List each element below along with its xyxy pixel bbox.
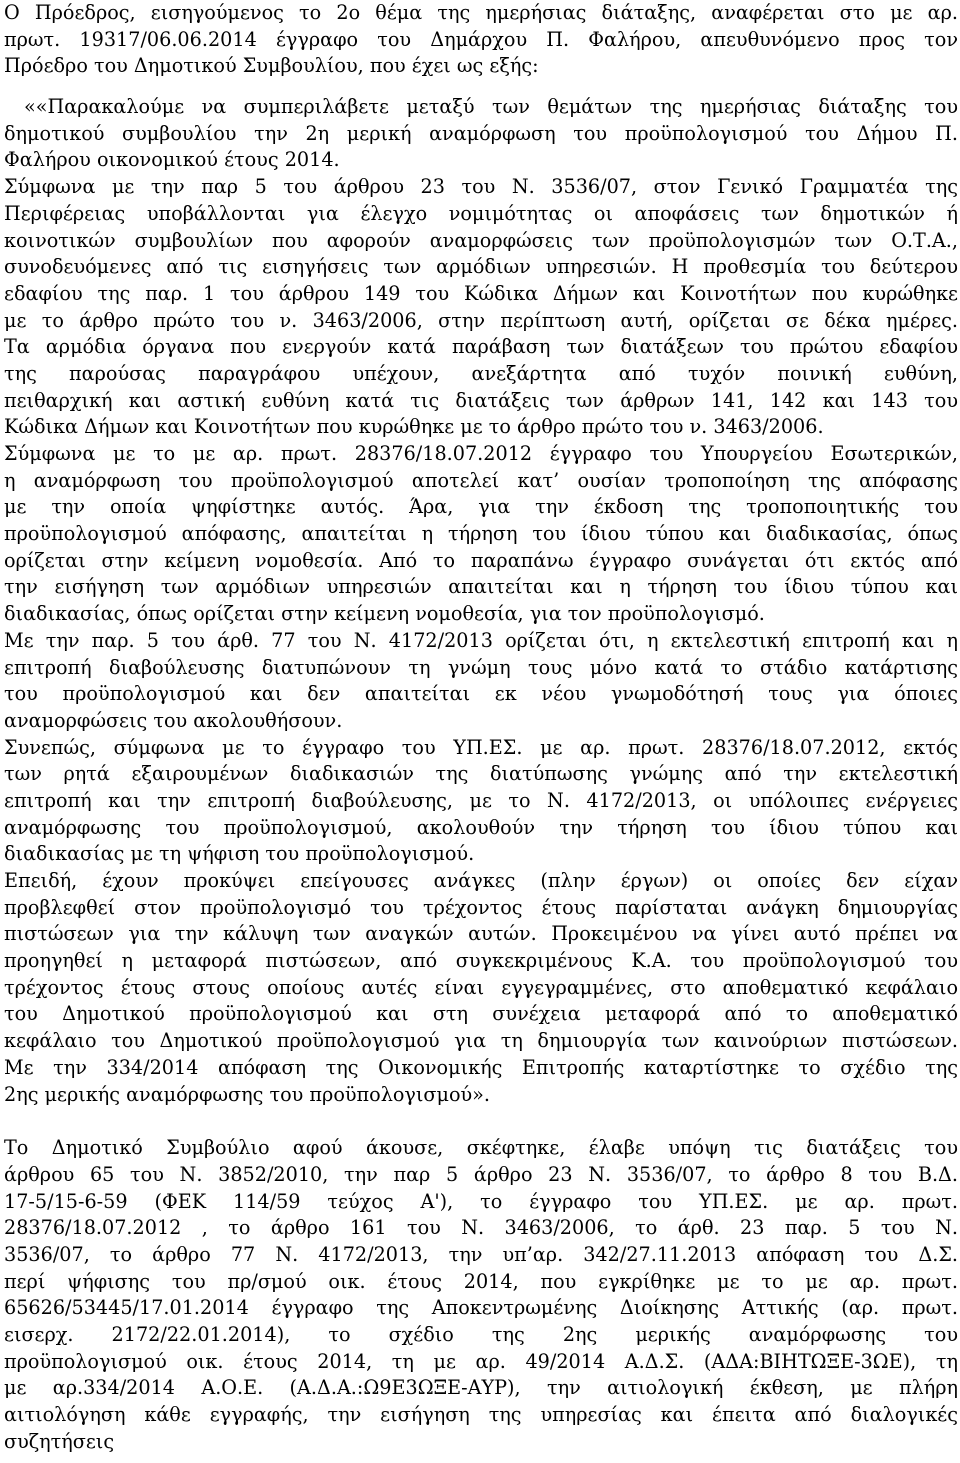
text-line: Σύμφωνα με την παρ 5 του άρθρου 23 του Ν. 3536/07, στον Γενικό Γραμματέα της: [4, 175, 958, 199]
text-line: Το Δημοτικό Συμβούλιο αφού άκουσε, σκέφτηκε, έλαβε υπόψη τις διατάξεις του: [4, 1136, 958, 1160]
text-line: κοινοτικών συμβουλίων που αφορούν αναμορφώσεις των προϋπολογισμών των Ο.Τ.Α.,: [4, 228, 958, 252]
text-line: κεφάλαιο του Δημοτικού προϋπολογισμού για τη δημιουργία των καινούριων πιστώσεων.: [4, 1029, 958, 1053]
text-line: αναμορφώσεις του ακολουθήσουν.: [4, 708, 343, 732]
text-line: η αναμόρφωση του προϋπολογισμού αποτελεί κατ’ ουσίαν τροποποίηση της απόφασης: [4, 468, 958, 492]
paragraph-spacer: [4, 80, 958, 94]
text-line: αιτιολόγηση κάθε εγγραφής, την εισήγηση της υπηρεσίας και έπειτα από διαλογικές: [4, 1403, 958, 1427]
text-line: αναμόρφωσης του προϋπολογισμού, ακολουθούν την τήρηση του ίδιου τύπου και: [4, 815, 958, 839]
text-line: Συνεπώς, σύμφωνα με το έγγραφο του ΥΠ.ΕΣ. με αρ. πρωτ. 28376/18.07.2012, εκτός: [4, 735, 958, 759]
text-line: συνοδευόμενες από τις εισηγήσεις των αρμόδιων υπηρεσιών. Η προθεσμία του δεύτερου: [4, 255, 958, 279]
text-line: του Δημοτικού προϋπολογισμού και στη συνέχεια μεταφορά από το αποθεματικό: [4, 1002, 958, 1026]
text-line: Ο Πρόεδρος, εισηγούμενος το 2ο θέμα της ημερήσιας διάταξης, αναφέρεται στο με αρ.: [4, 1, 958, 24]
text-line: των ρητά εξαιρουμένων διαδικασιών της διατύπωσης γνώμης από την εκτελεστική: [4, 762, 958, 786]
text-line: περί ψήφισης του πρ/σμού οικ. έτους 2014, που εγκρίθηκε με το με αρ. πρωτ.: [4, 1269, 958, 1293]
text-line: Πρόεδρο του Δημοτικού Συμβουλίου, που έχει ως εξής:: [4, 54, 539, 78]
paragraph-spacer: [4, 1108, 958, 1135]
text-line: Φαλήρου οικονομικού έτους 2014.: [4, 148, 340, 172]
quoted-request: [4, 94, 958, 1108]
council-decision-paragraph: [4, 1135, 958, 1455]
text-line: 3536/07, το άρθρο 77 Ν. 4172/2013, την υπ’αρ. 342/27.11.2013 απόφαση του Δ.Σ.: [4, 1242, 958, 1266]
text-line: με αρ.334/2014 Α.Ο.Ε. (Α.Δ.Α.:Ω9Ε3ΩΞΕ-ΑΥΡ), την αιτιολογική έκθεση, με πλήρη: [4, 1376, 958, 1400]
intro-paragraph: [4, 0, 958, 80]
text-line: επιτροπή διαβούλευσης διατυπώνουν τη γνώμη τους μόνο κατά το στάδιο κατάρτισης: [4, 655, 958, 679]
text-line: συζητήσεις: [4, 1429, 115, 1453]
text-line: 17-5/15-6-59 (ΦΕΚ 114/59 τεύχος Α'), το έγγραφο του ΥΠ.ΕΣ. με αρ. πρωτ.: [4, 1189, 958, 1213]
text-line: Επειδή, έχουν προκύψει επείγουσες ανάγκες (πλην έργων) οι οποίες δεν είχαν: [4, 869, 958, 892]
text-line: προηγηθεί η μεταφορά πιστώσεων, από συγκεκριμένους Κ.Α. του προϋπολογισμού του: [4, 949, 958, 973]
text-line: εισερχ. 2172/22.01.2014), το σχέδιο της 2ης μερικής αναμόρφωσης του: [4, 1323, 958, 1346]
text-line: εδαφίου της παρ. 1 του άρθρου 149 του Κώδικα Δήμων και Κοινοτήτων που κυρώθηκε: [4, 281, 958, 305]
text-line: την εισήγηση των αρμόδιων υπηρεσιών απαιτείται και η τήρηση του ίδιου τύπου και: [4, 575, 958, 599]
text-line: προβλεφθεί στον προϋπολογισμό του τρέχοντος έτους παρίσταται ανάγκη δημιουργίας: [4, 895, 958, 919]
text-line: 2ης μερικής αναμόρφωσης του προϋπολογισμού».: [4, 1082, 491, 1106]
text-line: προϋπολογισμού απόφασης, απαιτείται η τήρηση του ίδιου τύπου και διαδικασίας, όπως: [4, 522, 958, 546]
text-line: Κώδικα Δήμων και Κοινοτήτων που κυρώθηκε με το άρθρο πρώτο του ν. 3463/2006.: [4, 415, 824, 439]
text-line: πειθαρχική και αστική ευθύνη κατά τις διατάξεις των άρθρων 141, 142 και 143 του: [4, 388, 958, 412]
text-line: με την οποία ψηφίστηκε αυτός. Άρα, για την έκδοση της τροποποιητικής του: [4, 495, 958, 519]
text-line: Με την παρ. 5 του άρθ. 77 του Ν. 4172/2013 ορίζεται ότι, η εκτελεστική επιτροπή και η: [4, 628, 958, 652]
text-line: 65626/53445/17.01.2014 έγγραφο της Αποκεντρωμένης Διοίκησης Αττικής (αρ. πρωτ.: [4, 1296, 958, 1320]
text-line: 28376/18.07.2012 , το άρθρο 161 του Ν. 3463/2006, το άρθ. 23 παρ. 5 του Ν.: [4, 1216, 958, 1240]
text-line: άρθρου 65 του Ν. 3852/2010, την παρ 5 άρθρο 23 Ν. 3536/07, το άρθρο 8 του Β.Δ.: [4, 1162, 958, 1186]
text-line: διαδικασίας, όπως ορίζεται στην κείμενη νομοθεσία, για τον προϋπολογισμό.: [4, 602, 765, 626]
text-line: με το άρθρο πρώτο του ν. 3463/2006, στην περίπτωση αυτή, ορίζεται σε δέκα ημέρες.: [4, 308, 958, 332]
text-line: πιστώσεων για την κάλυψη των αναγκών αυτών. Προκειμένου να γίνει αυτό πρέπει να: [4, 922, 958, 946]
text-line: επιτροπή και την επιτροπή διαβούλευσης, με το Ν. 4172/2013, οι υπόλοιπες ενέργειες: [4, 788, 958, 812]
text-line: Σύμφωνα με το με αρ. πρωτ. 28376/18.07.2012 έγγραφο του Υπουργείου Εσωτερικών,: [4, 442, 958, 465]
text-line: του προϋπολογισμού και δεν απαιτείται εκ νέου γνωμοδότησή τους για όποιες: [4, 682, 958, 706]
text-line: ««Παρακαλούμε να συμπεριλάβετε μεταξύ των θεμάτων της ημερήσιας διάταξης του: [24, 95, 958, 119]
text-line: Με την 334/2014 απόφαση της Οικονομικής Επιτροπής καταρτίστηκε το σχέδιο της: [4, 1055, 958, 1079]
text-line: Τα αρμόδια όργανα που ενεργούν κατά παράβαση των διατάξεων του πρώτου εδαφίου: [4, 335, 958, 359]
text-line: προϋπολογισμού οικ. έτους 2014, τη με αρ. 49/2014 Α.Δ.Σ. (ΑΔΑ:ΒΙΗΤΩΞΕ-3ΩΕ), τη: [4, 1349, 958, 1373]
text-line: ορίζεται στην κείμενη νομοθεσία. Από το παραπάνω έγγραφο συνάγεται ότι εκτός από: [4, 548, 958, 572]
text-line: διαδικασίας με τη ψήφιση του προϋπολογισμού.: [4, 842, 475, 866]
text-line: της παρούσας παραγράφου υπέχουν, ανεξάρτητα από τυχόν ποινική ευθύνη,: [4, 361, 958, 385]
text-line: δημοτικού συμβουλίου την 2η μερική αναμόρφωση του προϋπολογισμού του Δήμου Π.: [4, 121, 958, 145]
text-line: Περιφέρειας υποβάλλονται για έλεγχο νομιμότητας οι αποφάσεις των δημοτικών ή: [4, 201, 958, 225]
text-line: πρωτ. 19317/06.06.2014 έγγραφο του Δημάρχου Π. Φαλήρου, απευθυνόμενο προς τον: [4, 27, 958, 51]
text-line: τρέχοντος έτους στους οποίους αυτές είναι εγγεγραμμένες, στο αποθεματικό κεφάλαιο: [4, 975, 958, 999]
